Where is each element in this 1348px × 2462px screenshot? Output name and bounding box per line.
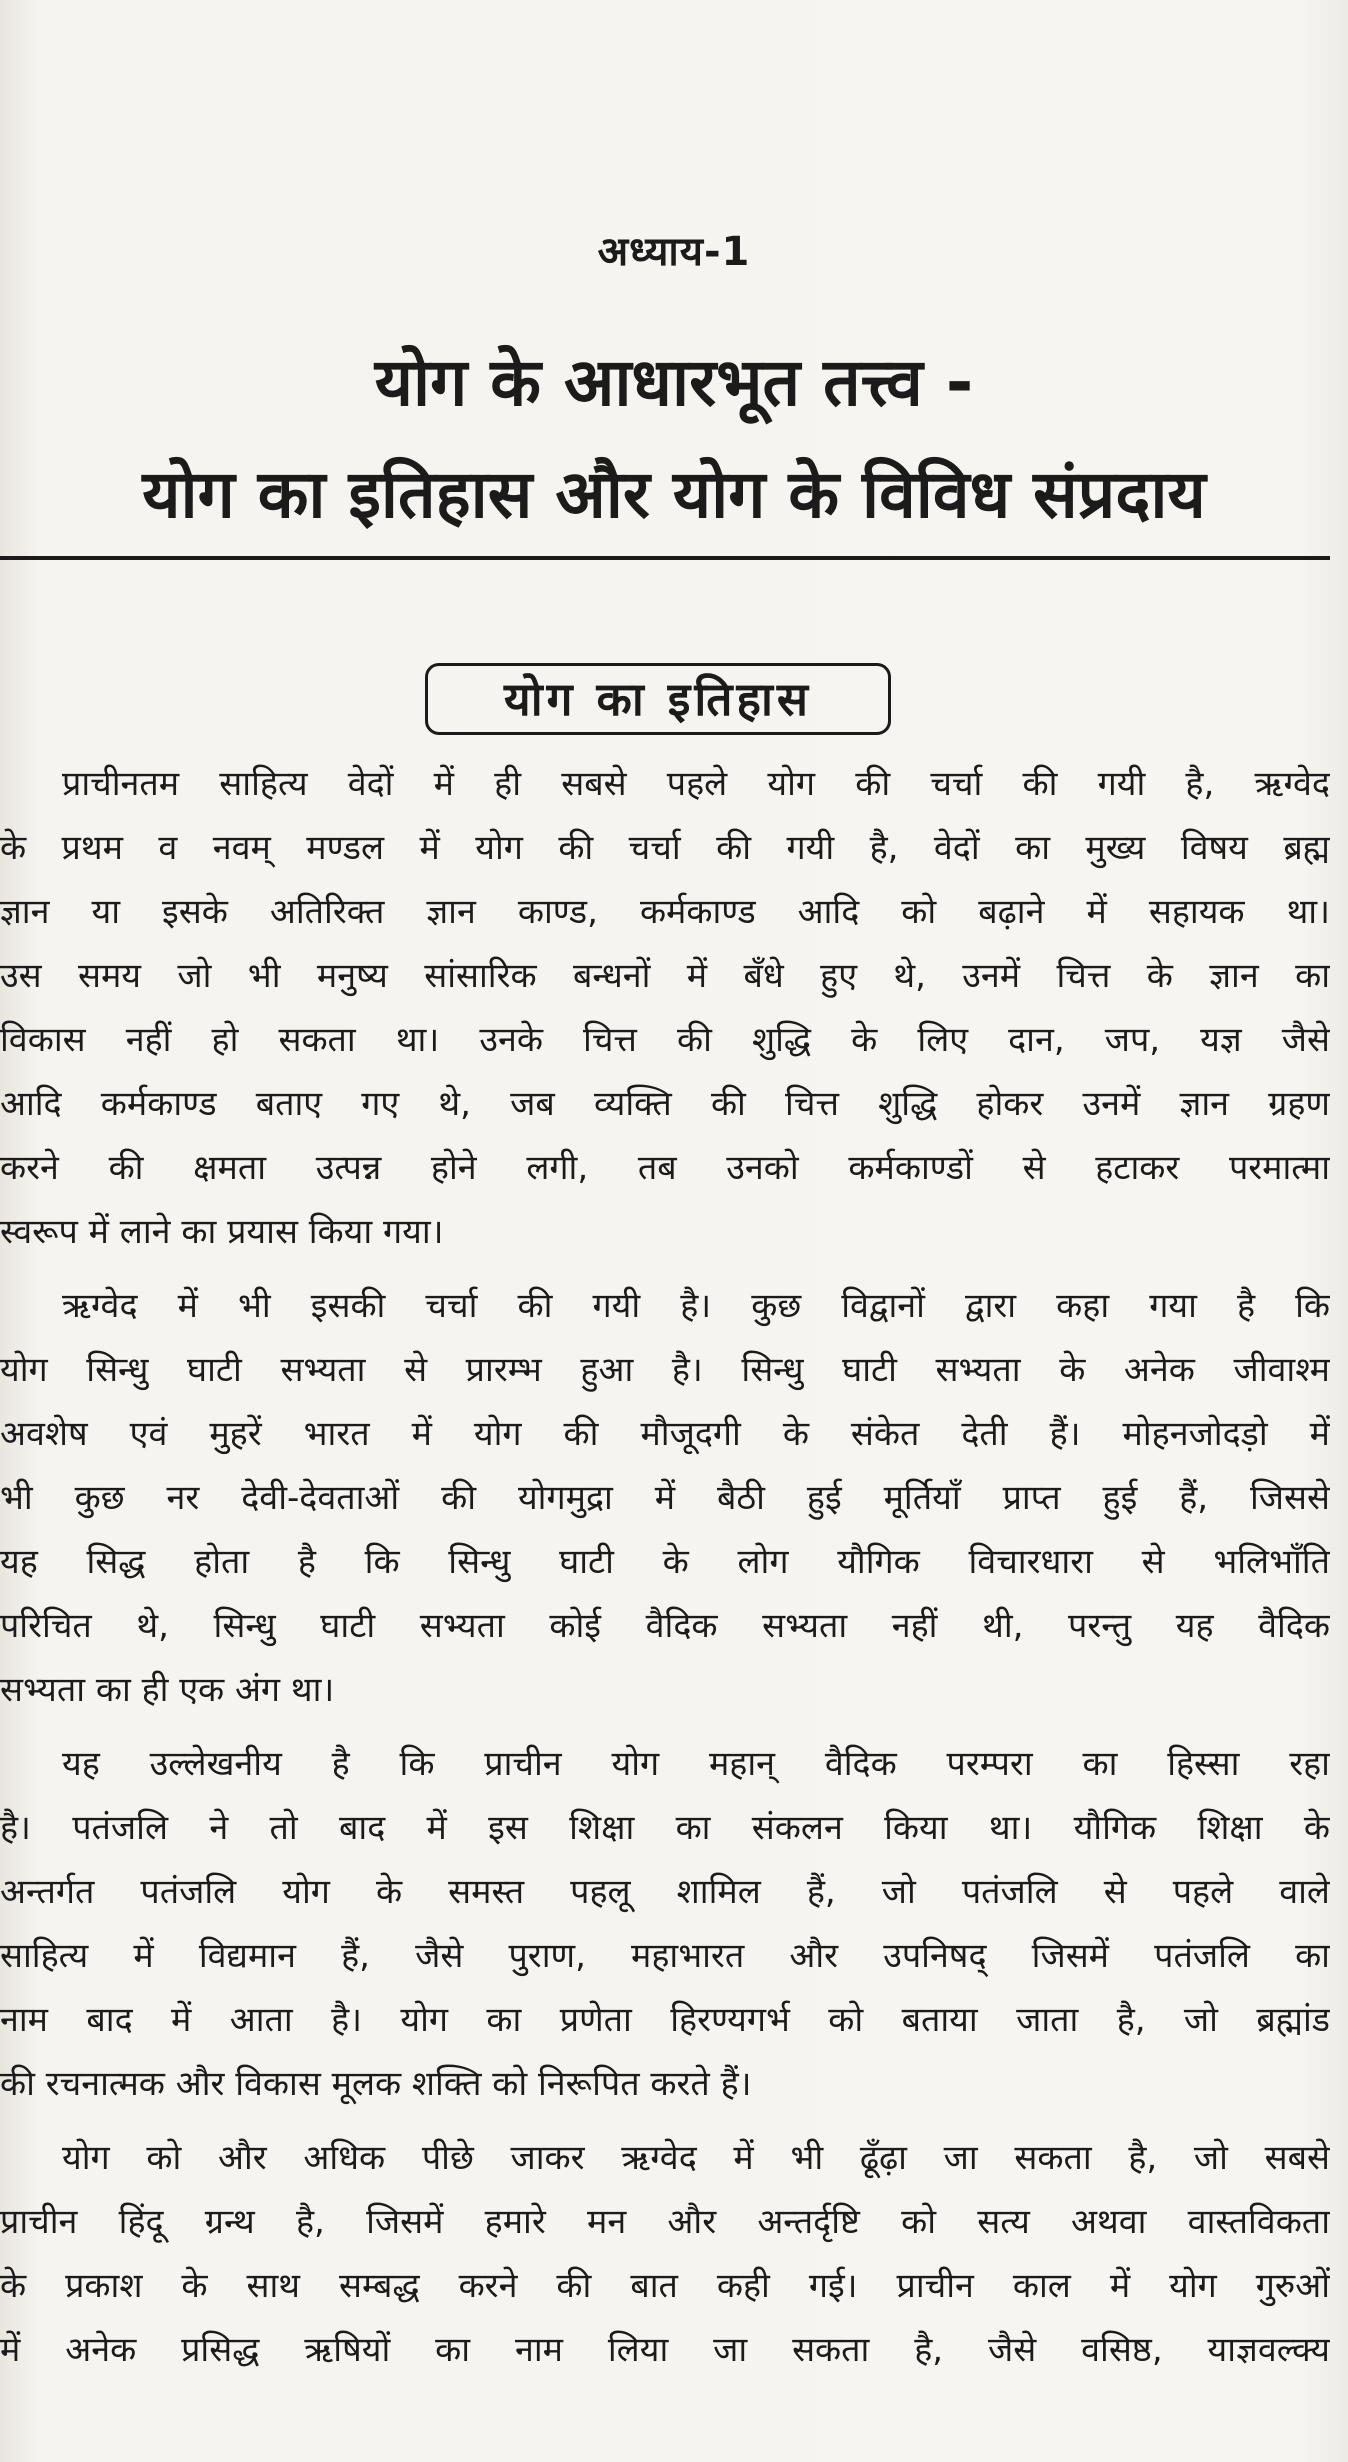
text-line: भी कुछ नर देवी-देवताओं की योगमुद्रा में बैठी हुई मूर्तियाँ प्राप्त हुई हैं, जिससे bbox=[0, 1478, 1330, 1518]
title-divider bbox=[0, 556, 1330, 560]
section-heading-box bbox=[425, 663, 891, 735]
text-line: के प्रकाश के साथ सम्बद्ध करने की बात कही गई। प्राचीन काल में योग गुरुओं bbox=[0, 2266, 1330, 2306]
text-line: नाम बाद में आता है। योग का प्रणेता हिरण्यगर्भ को बताया जाता है, जो ब्रह्मांड bbox=[0, 2000, 1330, 2040]
text-line: स्वरूप में लाने का प्रयास किया गया। bbox=[0, 1212, 444, 1252]
text-line: साहित्य में विद्यमान हैं, जैसे पुराण, महाभारत और उपनिषद् जिसमें पतंजलि का bbox=[0, 1936, 1330, 1976]
paragraph-3 bbox=[0, 1732, 1330, 2116]
text-line: उस समय जो भी मनुष्य सांसारिक बन्धनों में बँधे हुए थे, उनमें चित्त के ज्ञान का bbox=[0, 956, 1330, 996]
section-heading: योग का इतिहास bbox=[504, 672, 812, 726]
text-line: यह सिद्ध होता है कि सिन्धु घाटी के लोग यौगिक विचारधारा से भलिभाँति bbox=[0, 1542, 1330, 1582]
body-text bbox=[0, 752, 1330, 2392]
text-line: यह उल्लेखनीय है कि प्राचीन योग महान् वैदिक परम्परा का हिस्सा रहा bbox=[62, 1744, 1330, 1784]
text-line: आदि कर्मकाण्ड बताए गए थे, जब व्यक्ति की चित्त शुद्धि होकर उनमें ज्ञान ग्रहण bbox=[0, 1084, 1330, 1124]
text-line: विकास नहीं हो सकता था। उनके चित्त की शुद्धि के लिए दान, जप, यज्ञ जैसे bbox=[0, 1020, 1330, 1060]
text-line: परिचित थे, सिन्धु घाटी सभ्यता कोई वैदिक सभ्यता नहीं थी, परन्तु यह वैदिक bbox=[0, 1606, 1330, 1646]
text-line: की रचनात्मक और विकास मूलक शक्ति को निरूपित करते हैं। bbox=[0, 2064, 752, 2104]
text-line: प्राचीनतम साहित्य वेदों में ही सबसे पहले योग की चर्चा की गयी है, ऋग्वेद bbox=[62, 764, 1330, 804]
text-line: सभ्यता का ही एक अंग था। bbox=[0, 1670, 335, 1710]
text-line: है। पतंजलि ने तो बाद में इस शिक्षा का संकलन किया था। यौगिक शिक्षा के bbox=[0, 1808, 1330, 1848]
paragraph-2 bbox=[0, 1274, 1330, 1722]
paragraph-1 bbox=[0, 752, 1330, 1264]
text-line: ऋग्वेद में भी इसकी चर्चा की गयी है। कुछ विद्वानों द्वारा कहा गया है कि bbox=[62, 1286, 1330, 1326]
text-line: ज्ञान या इसके अतिरिक्त ज्ञान काण्ड, कर्मकाण्ड आदि को बढ़ाने में सहायक था। bbox=[0, 892, 1330, 932]
text-line: अवशेष एवं मुहरें भारत में योग की मौजूदगी के संकेत देती हैं। मोहनजोदड़ो में bbox=[0, 1414, 1330, 1454]
chapter-title-line-1: योग के आधारभूत तत्त्व - bbox=[374, 344, 974, 421]
text-line: योग सिन्धु घाटी सभ्यता से प्रारम्भ हुआ है। सिन्धु घाटी सभ्यता के अनेक जीवाश्म bbox=[0, 1350, 1330, 1390]
paragraph-4 bbox=[0, 2126, 1330, 2382]
chapter-title-line-2: योग का इतिहास और योग के विविध संप्रदाय bbox=[142, 456, 1206, 533]
text-line: करने की क्षमता उत्पन्न होने लगी, तब उनको कर्मकाण्डों से हटाकर परमात्मा bbox=[0, 1148, 1330, 1188]
text-line: योग को और अधिक पीछे जाकर ऋग्वेद में भी ढूँढ़ा जा सकता है, जो सबसे bbox=[62, 2138, 1330, 2178]
text-line: के प्रथम व नवम् मण्डल में योग की चर्चा की गयी है, वेदों का मुख्य विषय ब्रह्म bbox=[0, 828, 1330, 868]
text-line: प्राचीन हिंदू ग्रन्थ है, जिसमें हमारे मन और अन्तर्दृष्टि को सत्य अथवा वास्तविकता bbox=[0, 2202, 1330, 2242]
text-line: में अनेक प्रसिद्ध ऋषियों का नाम लिया जा सकता है, जैसे वसिष्ठ, याज्ञवल्क्य bbox=[0, 2330, 1330, 2370]
text-line: अन्तर्गत पतंजलि योग के समस्त पहलू शामिल हैं, जो पतंजलि से पहले वाले bbox=[0, 1872, 1330, 1912]
chapter-label: अध्याय-1 bbox=[597, 229, 751, 275]
